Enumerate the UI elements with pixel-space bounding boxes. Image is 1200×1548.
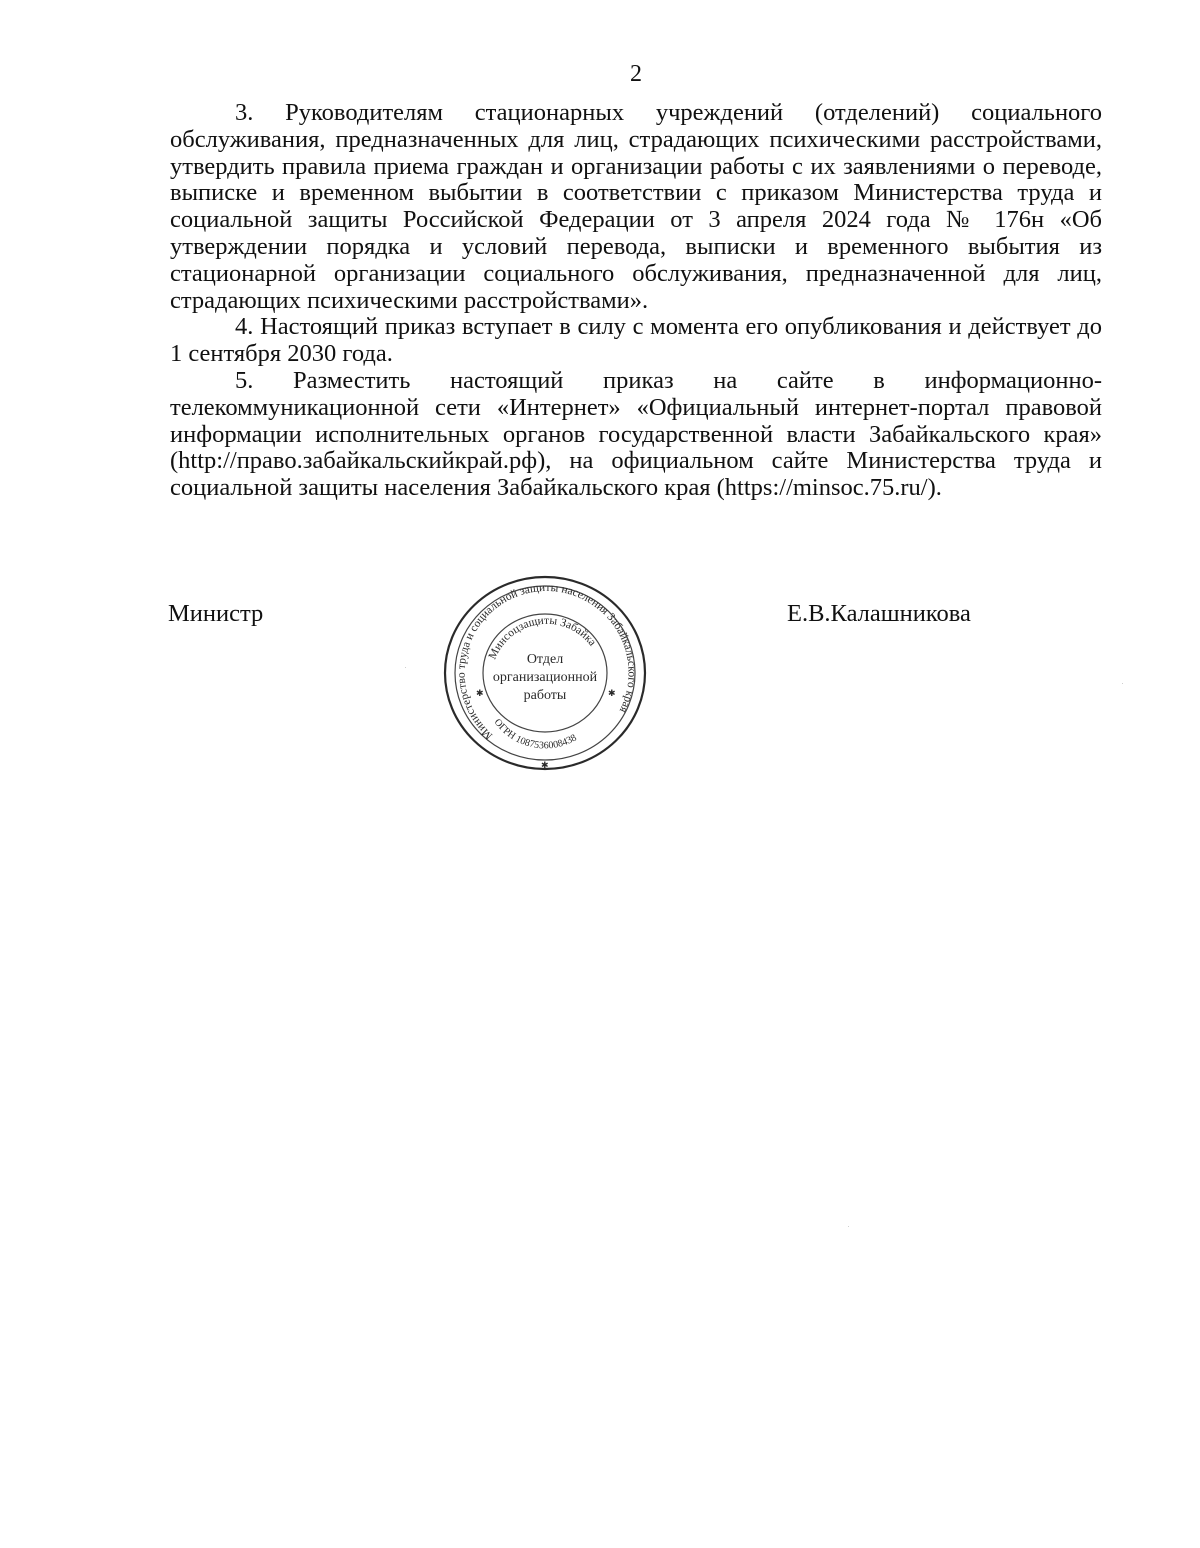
- paragraph-4: 4. Настоящий приказ вступает в силу с момента его опубликования и действует до 1 сентября 2030 года.: [170, 313, 1102, 368]
- stamp-outer-text: Министерство труда и социальной защиты населения Забайкальского края: [455, 581, 638, 742]
- official-stamp: [440, 575, 650, 775]
- paragraph-5: 5. Разместить настоящий приказ на сайте в информационно-телекоммуникационной сети «Интернет» «Официальный интернет-портал правовой информации исполнительных органов государственной власти Забайкальского края» (http://право.забайкальскийкрай.рф), на официальном сайте Министерства труда и социальной защиты населения Забайкальского края (https://minsoc.75.ru/).: [170, 366, 1102, 502]
- signatory-position: Министр: [168, 600, 264, 627]
- signatory-name: Е.В.Калашникова: [787, 600, 971, 627]
- stamp-star-bottom: ✱: [541, 760, 549, 770]
- stamp-inner-text: Минсоцзащиты Забайка: [486, 614, 599, 662]
- scan-speck: [848, 1226, 849, 1227]
- page-number: 2: [630, 61, 642, 87]
- paragraph-3: 3. Руководителям стационарных учреждений (отделений) социального обслуживания, предназначенных для лиц, страдающих психическими расстройствами, утвердить правила приема граждан и организации работы с их заявлениями о переводе, выписке и временном выбытии в соответствии с приказом Министерства труда и социальной защиты Российской Федерации от 3 апреля 2024 года № 176н «Об утверждении порядка и условий перевода, выписки и временного выбытия из стационарной организации социального обслуживания, предназначенной для лиц, страдающих психическими расстройствами».: [170, 99, 1102, 314]
- scan-speck: [1122, 683, 1123, 684]
- stamp-center-line-2: организационной: [492, 670, 598, 685]
- stamp-star-left: ✱: [476, 688, 484, 698]
- stamp-star-right: ✱: [608, 688, 616, 698]
- stamp-center-line-1: Отдел: [526, 652, 564, 667]
- document-body: [170, 100, 1102, 502]
- stamp-center-line-3: работы: [523, 688, 567, 703]
- stamp-ogrn-text: ОГРН 1087536008438: [491, 716, 579, 752]
- scan-speck: [405, 667, 406, 668]
